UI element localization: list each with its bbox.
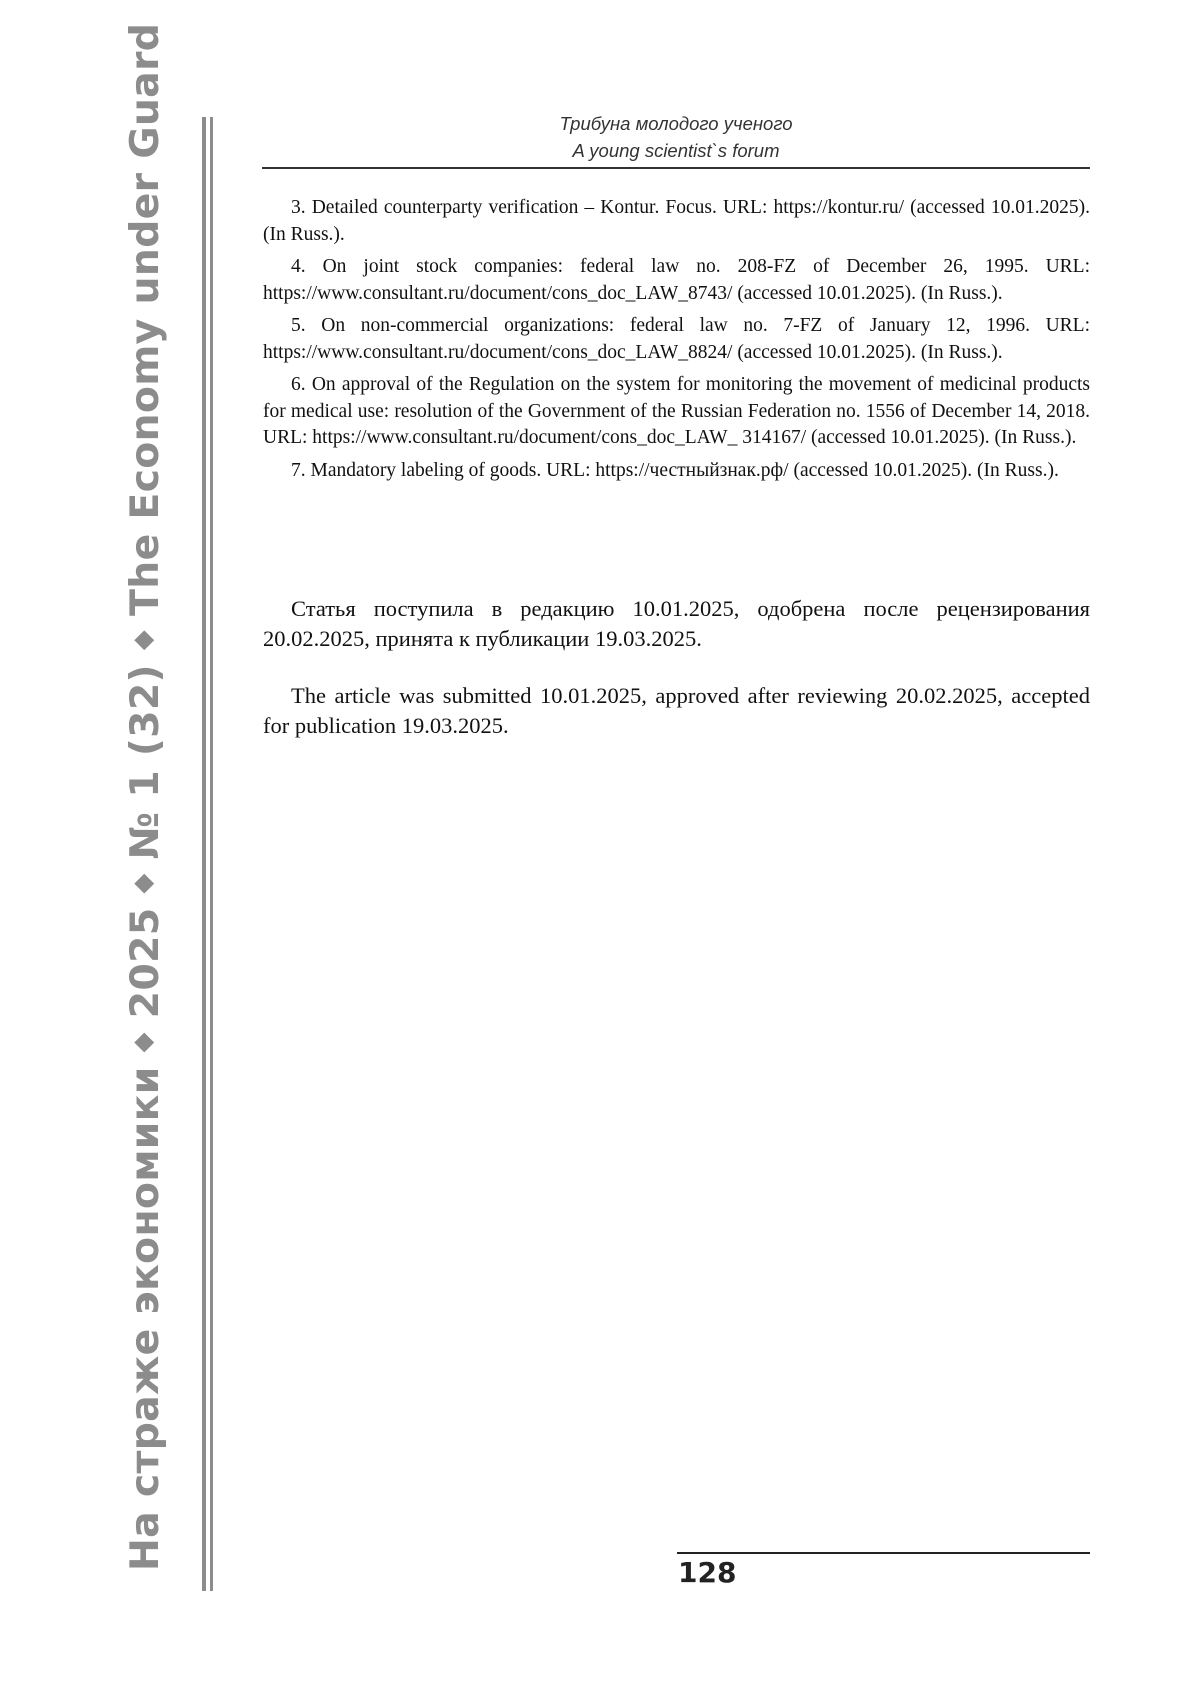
reference-item: 7. Mandatory labeling of goods. URL: https://честныйзнак.рф/ (accessed 10.01.2025). (In Russ.). [291, 459, 1059, 481]
header-rule [262, 167, 1090, 169]
article-dates-en: The article was submitted 10.01.2025, approved after reviewing 20.02.2025, accepted for publication 19.03.2025. [263, 683, 1090, 738]
reference-item: 4. On joint stock companies: federal law no. 208-FZ of December 26, 1995. URL: https://www.consultant.ru/document/cons_doc_LAW_8743/ (accessed 10.01.2025). (In Russ.). [263, 256, 1090, 304]
diamond-separator-icon: ◆ [128, 1032, 158, 1053]
footer-rule [677, 1552, 1090, 1554]
journal-side-title [117, 22, 173, 1572]
running-header [262, 110, 1090, 164]
journal-year: 2025 [122, 907, 168, 1019]
side-rule [202, 117, 206, 1591]
article-dates-ru: Статья поступила в редакцию 10.01.2025, одобрена после рецензирования 20.02.2025, принята к публикации 19.03.2025. [263, 596, 1090, 651]
reference-item: 3. Detailed counterparty verification – Kontur. Focus. URL: https://kontur.ru/ (accessed 10.01.2025). (In Russ.). [263, 197, 1090, 245]
diamond-separator-icon: ◆ [128, 630, 158, 651]
journal-title-en: The Economy under Guard [122, 22, 168, 616]
reference-item: 6. On approval of the Regulation on the system for monitoring the movement of medicinal products for medical use: resolution of the Government of the Russian Federation no. 1556 of December 14, 2018. URL: https://www.consultant.ru/document/cons_doc_LAW_ 314167/ (accessed 10.01.2025). (In Russ.). [263, 374, 1090, 448]
reference-item: 5. On non-commercial organizations: federal law no. 7-FZ of January 12, 1996. URL: https://www.consultant.ru/document/cons_doc_LAW_8824/ (accessed 10.01.2025). (In Russ.). [263, 315, 1090, 363]
side-rule [210, 117, 213, 1591]
header-line-ru: Трибуна молодого ученого [559, 113, 793, 134]
page-number: 128 [678, 1556, 737, 1589]
journal-title-ru: На страже экономики [122, 1066, 168, 1572]
references-list [263, 195, 1090, 490]
diamond-separator-icon: ◆ [128, 873, 158, 894]
journal-issue: № 1 (32) [122, 664, 168, 860]
header-line-en: A young scientist`s forum [572, 140, 780, 161]
